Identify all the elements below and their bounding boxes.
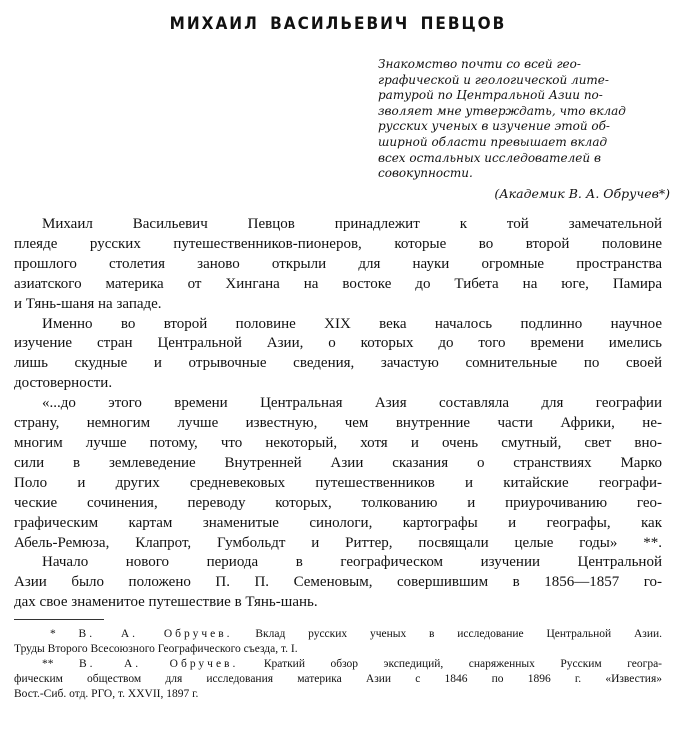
text-line: прошлого столетия заново открыли для науки огромные пространства (14, 255, 662, 272)
main-text (14, 215, 662, 613)
epigraph-line: ратурой по Центральной Азии по- (378, 88, 603, 103)
text-line: Поло и других средневековых путешественников и китайские географи- (14, 474, 662, 491)
text-line: Начало нового периода в географическом изучении Центральной (42, 554, 662, 571)
epigraph-line: русских ученых в изучение этой об- (378, 119, 610, 134)
footnote-text: Краткий обзор экспедиций, снаряженных Русским геогра- (263, 658, 663, 670)
epigraph-author: (Академик В. А. Обручев*) (494, 185, 670, 201)
text-line: изучение стран Центральной Азии, о которых до того времени имелись (14, 335, 662, 352)
footnotes (14, 627, 662, 702)
page-title: МИХАИЛ ВАСИЛЬЕВИЧ ПЕВЦОВ (169, 14, 507, 34)
epigraph-line: Знакомство почти со всей гео- (378, 57, 581, 71)
text-line: азиатского материка от Хингана на востоке до Тибета на юге, Памира (14, 275, 662, 292)
footnote-text: Вклад русских ученых в исследование Центральной Азии. (255, 628, 663, 640)
text-line: Абель-Ремюза, Клапрот, Гумбольдт и Риттер, посвящали целые годы» **. (14, 534, 662, 551)
text-line: ческие сочинения, переводу которых, толкованию и приурочиванию гео- (14, 494, 662, 511)
text-line: страну, немногим лучше известную, чем внутренние части Африки, не- (14, 415, 662, 432)
footnote-mark: * (50, 628, 56, 640)
paragraph-semenov (14, 553, 662, 613)
epigraph-line: зволяет мне утверждать, что вклад (378, 103, 626, 118)
epigraph-line: совокупности. (378, 166, 473, 181)
footnote-line: Вост.-Сиб. отд. РГО, т. XXVII, 1897 г. (14, 688, 199, 700)
epigraph-line: всех остальных исследователей в (378, 150, 601, 165)
text-line: графическим картам знаменитые синологи, картографы и географы, как (14, 514, 662, 531)
text-line: и Тянь-шаня на западе. (14, 295, 162, 312)
text-line: Азии было положено П. П. Семеновым, совершившим в 1856—1857 го- (14, 574, 662, 591)
footnote-line: Труды Второго Всесоюзного Географического съезда, т. I. (14, 643, 298, 655)
paragraph-quote (14, 394, 662, 553)
footnote-divider (14, 619, 104, 620)
footnote-line: фическим обществом для исследования материка Азии с 1846 по 1896 г. «Известия» (14, 673, 662, 685)
epigraph-line: ширной области превышает вклад (378, 134, 608, 149)
footnote-line (14, 627, 662, 642)
paragraph-second-half (14, 315, 662, 395)
epigraph (378, 57, 670, 201)
footnote-author: В. А. Обручев. (78, 658, 239, 670)
text-line: дах свое знаменитое путешествие в Тянь-шань. (14, 594, 318, 611)
footnote-mark: ** (42, 658, 54, 670)
text-line: плеяде русских путешественников-пионеров, которые во второй половине (14, 235, 662, 252)
text-line: сили в землеведение Внутренней Азии сказания о странствиях Марко (14, 454, 662, 471)
text-line: лишь скудные и отрывочные сведения, зачастую сомнительные по своей (14, 355, 662, 372)
paragraph-intro (14, 215, 662, 315)
text-line: достоверности. (14, 375, 113, 392)
footnote-author: В. А. Обручев. (78, 628, 233, 640)
text-line: Именно во второй половине XIX века началось подлинно научное (42, 315, 662, 332)
epigraph-line: графической и геологической лите- (378, 72, 609, 87)
text-line: Михаил Васильевич Певцов принадлежит к той замечательной (42, 216, 662, 232)
text-line: «...до этого времени Центральная Азия составляла для географии (42, 395, 662, 412)
text-line: многим лучше потому, что некоторый, хотя и очень смутный, свет вно- (14, 434, 662, 451)
footnote-line (14, 657, 662, 672)
